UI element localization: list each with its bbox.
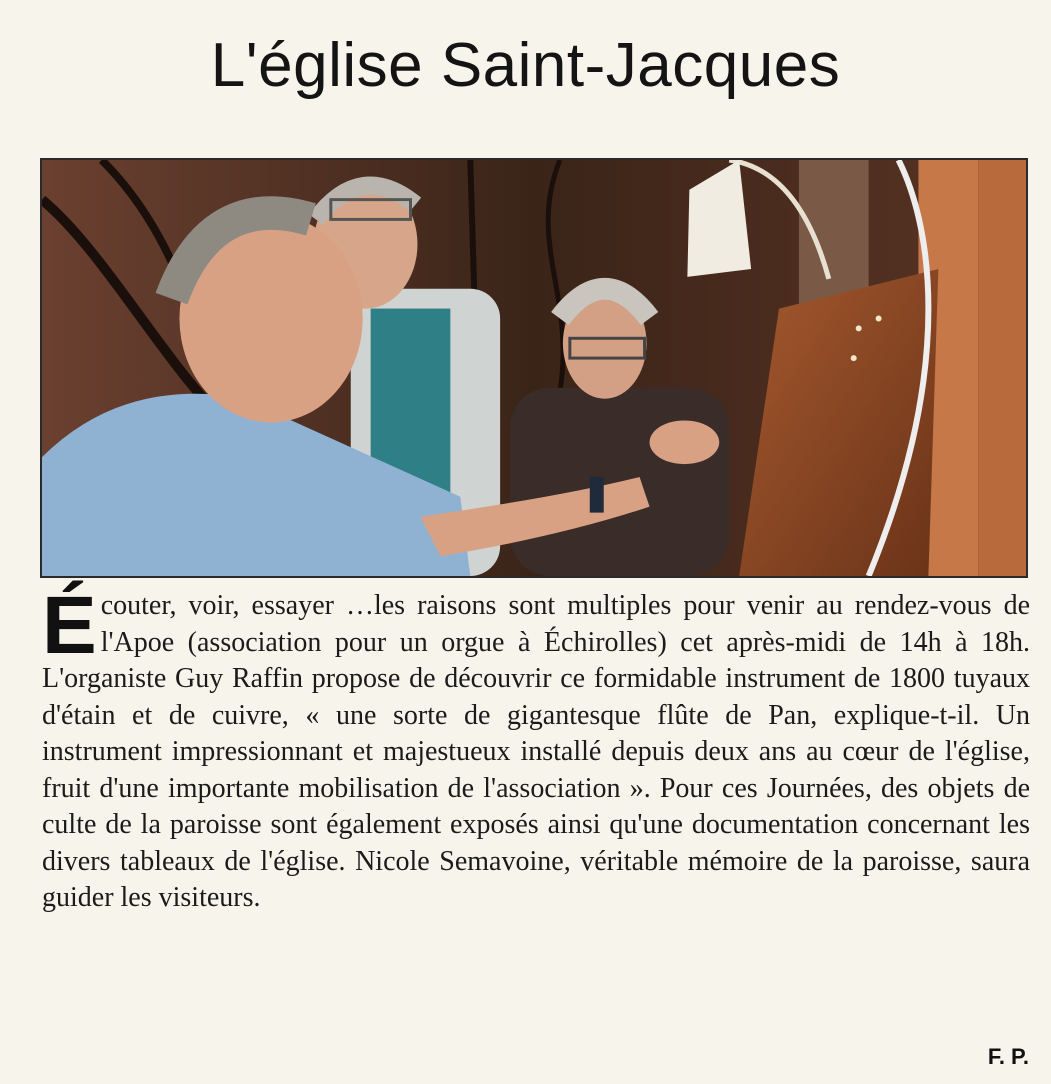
article-text: couter, voir, essayer …les raisons sont multiples pour venir au rendez-vous de l'Apoe (association pour un orgue à Échirolles) cet après-midi de 14h à 18h. L'organiste Guy Raffin propose de découvrir ce formidable instrument de 1800 tuyaux d'étain et de cuivre, « une sorte de gigantesque flûte de Pan, explique-t-il. Un instrument impressionnant et majestueux installé depuis deux ans au cœur de l'église, fruit d'une importante mobilisation de l'association ». Pour ces Journées, des objets de culte de la paroisse sont également exposés ainsi qu'une documentation concernant les divers tableaux de l'église. Nicole Semavoine, véritable mémoire de la paroisse, saura guider les visiteurs.	[42, 590, 1030, 913]
headline: L'église Saint-Jacques	[210, 31, 841, 100]
author-signature: F. P.	[987, 1044, 1029, 1069]
dropcap: É	[42, 580, 97, 671]
article-body	[42, 580, 1030, 917]
photo-illustration	[42, 160, 1026, 576]
article-photo	[40, 158, 1028, 578]
